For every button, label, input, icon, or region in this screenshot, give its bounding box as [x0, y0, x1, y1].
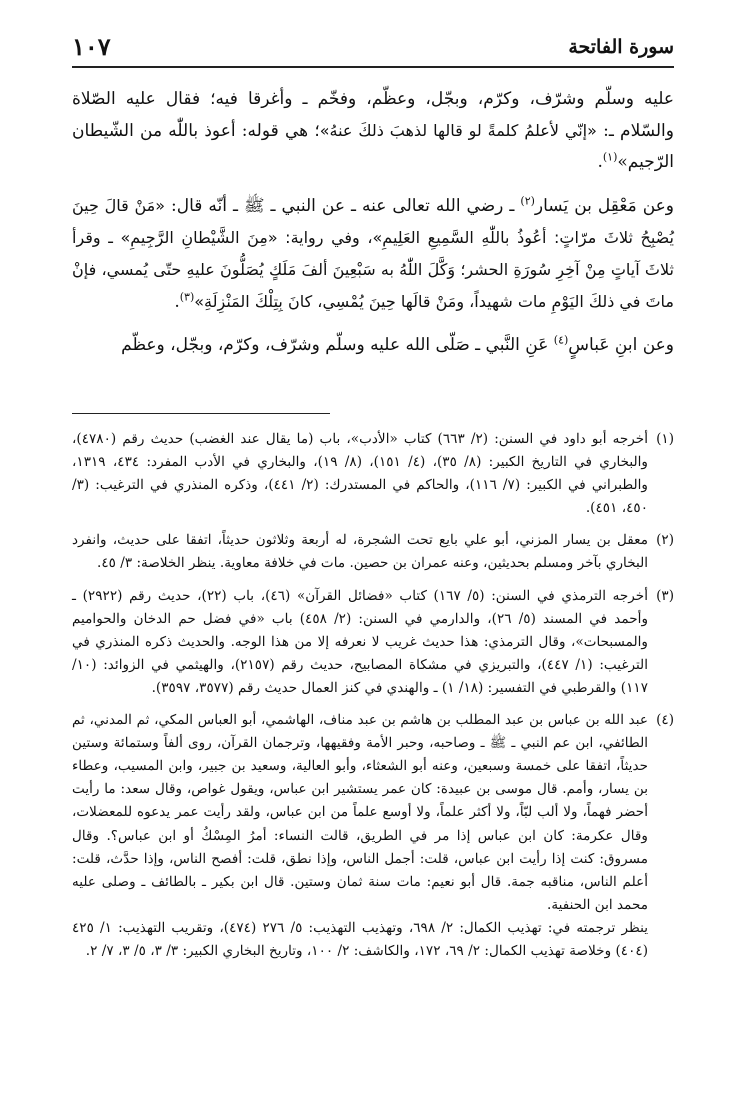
footnote: [72, 529, 674, 575]
footnote-ref[interactable]: (٤): [553, 333, 569, 347]
footnote: [72, 428, 674, 520]
text: وعن مَعْقِل بن يَسار: [534, 196, 674, 216]
footnote-number: (٤): [656, 712, 674, 729]
paragraph-3: [72, 330, 674, 361]
hadith-quote: «مَنْ قالَ حِينَ يُصْبِحُ ثلاثَ مرّاتٍ: أعُوذُ باللّٰهِ السَّمِيعِ العَلِيمِ»، وفي رواية: «مِنَ الشَّيْطانِ الرَّجِيمِ» ـ وقرأ ثلاثَ آياتٍ مِنْ آخِرِ سُورَةِ الحشر؛ وَكَّلَ اللّٰهُ به سَبْعِينَ ألفَ مَلَكٍ يُصَلُّونَ عليهِ حتّى يُمسي، فإنْ ماتَ في ذلكَ اليَوْمِ مات شهيداً، ومَنْ قالَها حِينَ يُمْسِي، كانَ بِتِلْكَ المَنْزِلَةِ»: [72, 196, 674, 311]
surah-title: سورة الفاتحة: [568, 36, 674, 58]
paragraph-2: [72, 190, 674, 318]
page-number: ١٠٧: [72, 32, 111, 61]
footnote-text: عبد الله بن عباس بن عبد المطلب بن هاشم بن عبد مناف، الهاشمي، أبو العباس المكي، ثم المدني، ثم الطائفي، ابن عم النبي ـ ﷺ ـ وصاحبه، وحبر الأمة وفقيهها، وترجمان القرآن، روى ألفاً وستمائة وستين حديثاً، اتفقا على خمسة وسبعين، وعنه أبو الشعثاء، وأبو العالية، وسعيد بن جبير، وابن المسيب، وعطاء بن يسار، وأمم. قال موسى بن عبيدة: كان عمر يستشير ابن عباس، ويقول غواص، وقال سعد: ما رأيت أحضر فهماً، ولا ألب لبّاً، ولا أكثر علماً، ولا أوسع علماً من ابن عباس، ولقد رأيت عمر يدعوه للمعضلات، وقال عكرمة: كان ابن عباس إذا مر في الطريق، قالت النساء: أمرُ المِسْكُ أو ابن عباس؟. وقال مسروق: كنت إذا رأيت ابن عباس، قلت: أجمل الناس، وإذا نطق، قلت: أفصح الناس، وإذا حدَّث، قلت: أعلم الناس، مناقبه جمة. قال أبو نعيم: مات سنة ثمان وستين. قال ابن بكير ـ بالطائف ـ وصلى عليه محمد ابن الحنفية.: [72, 712, 648, 913]
page-header: [72, 30, 674, 68]
footnote-text: أخرجه أبو داود في السنن: (٢/ ٦٦٣) كتاب «الأدب»، باب (ما يقال عند الغضب) حديث رقم (٤٧٨٠)، والبخاري في التاريخ الكبير: (٨/ ٣٥)، (٤/ ١٥١)، (٨/ ١٩)، والبخاري في الأدب المفرد: ٤٣٤، ١٣١٩، والطبراني في الكبير: (٧/ ١١٦)، والحاكم في المستدرك: (٢/ ٤٤١)، وذكره المنذري في الترغيب: (٣/ ٤٥٠، ٤٥١).: [72, 431, 648, 517]
footnote-separator: [72, 413, 330, 414]
main-text: [72, 84, 674, 373]
footnote: [72, 585, 674, 700]
footnote-text: معقل بن يسار المزني، أبو علي بايع تحت الشجرة، له أربعة وثلاثون حديثاً، اتفقا على حديث، وانفرد البخاري بآخر ومسلم بحديثين، وعنه عمران بن حصين. مات في خلافة معاوية. ينظر الخلاصة: ٣/ ٤٥.: [72, 532, 648, 572]
footnote-number: (٢): [656, 532, 674, 549]
text: عَنِ النَّبي ـ صَلّى الله عليه وسلّم وشرّف، وكرّم، وبجّل، وعظّم: [121, 335, 554, 355]
footnote-number: (١): [656, 431, 674, 447]
footnote-ref[interactable]: (٢): [520, 194, 535, 208]
footnote-ref[interactable]: (٣): [179, 290, 195, 304]
footnote: [72, 709, 674, 963]
text: وعن ابنِ عَباسٍ: [568, 335, 674, 355]
footnote-references: ينظر ترجمته في: تهذيب الكمال: ٢/ ٦٩٨، وتهذيب التهذيب: ٥/ ٢٧٦ (٤٧٤)، وتقريب التهذيب: ١/ ٤٢٥ (٤٠٤) وخلاصة تهذيب الكمال: ٢/ ٦٩، ١٧٢، والكاشف: ٢/ ١٠٠، وتاريخ البخاري الكبير: ٣/ ٣، ٥/ ٣، ٧/ ٢.: [72, 919, 648, 959]
paragraph-1: [72, 84, 674, 178]
footnote-number: (٣): [656, 587, 674, 604]
footnotes: [72, 428, 674, 972]
footnote-text: أخرجه الترمذي في السنن: (٥/ ١٦٧) كتاب «فضائل القرآن» (٤٦)، باب (٢٢)، حديث رقم (٢٩٢٢) ـ وأحمد في المسند (٥/ ٢٦)، والدارمي في السنن: (٢/ ٤٥٨) باب «في فضل حم الدخان والحواميم والمسبحات»، وقال الترمذي: هذا حديث غريب لا نعرفه إلا من هذا الوجه. والحديث ذكره المنذري في الترغيب: (١/ ٤٤٧)، والتبريزي في مشكاة المصابيح، حديث رقم (٢١٥٧)، والهيثمي في الزوائد: (١٠/ ١١٧) والقرطبي في التفسير: (١٨/ ١) ـ والهندي في كنز العمال حديث رقم (٣٥٧٧، ٣٥٩٧).: [72, 587, 649, 696]
text: .: [174, 292, 180, 312]
footnote-ref[interactable]: (١): [602, 150, 618, 164]
text: ؛ هي قوله: أعوذ باللّٰه من الشّيطان الرّجيم»: [72, 121, 674, 172]
text: .: [597, 152, 603, 172]
text: ـ رضي الله تعالى عنه ـ عن النبي ـ ﷺ ـ أنّه قال:: [165, 196, 521, 216]
hadith-quote: «إنّي لأعلمُ كلمةً لو قالها لذهبَ ذلكَ عنهُ»: [319, 121, 597, 140]
text: عليه وسلّم وشرّف، وكرّم، وبجّل، وعظّم، وفخّم ـ وأغرقا فيه؛ فقال عليه الصّلاة والسّلام ـ:: [72, 89, 674, 141]
